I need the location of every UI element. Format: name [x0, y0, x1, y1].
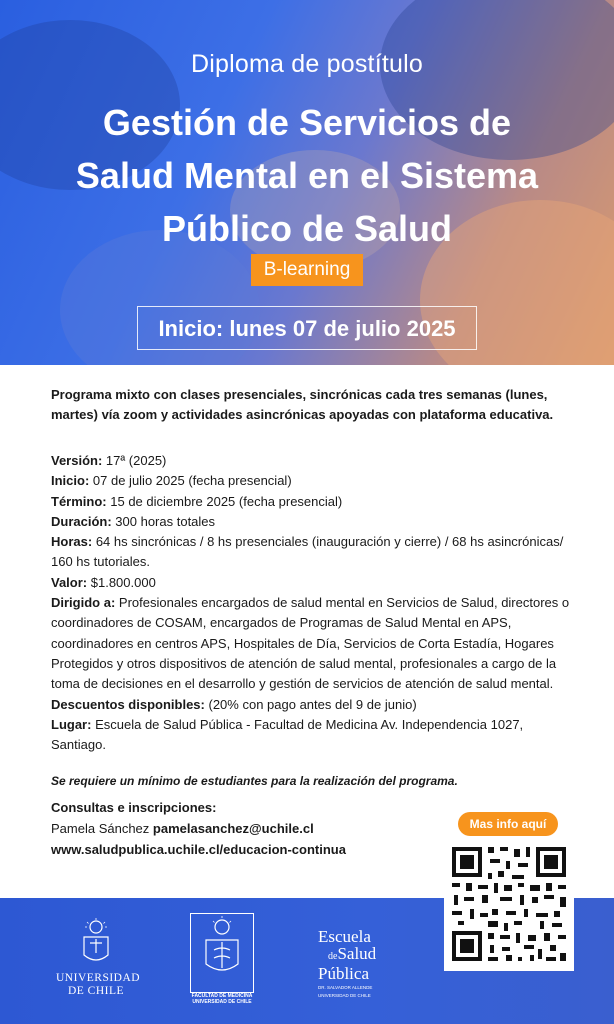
esp-subtitle-line1: DR. SALVADOR ALLENDE	[318, 985, 373, 990]
detail-item	[51, 532, 576, 573]
esp-subtitle-line2: UNIVERSIDAD DE CHILE	[318, 993, 371, 998]
program-details	[51, 451, 576, 755]
program-title: Gestión de Servicios de Salud Mental en el Sistema Público de Salud	[75, 102, 539, 249]
qr-code-icon[interactable]	[444, 833, 574, 971]
detail-value: 300 horas totales	[115, 513, 216, 529]
detail-label: Término:	[51, 493, 107, 509]
detail-label: Horas:	[51, 534, 93, 550]
detail-item	[51, 451, 576, 471]
esp-word-salud: Salud	[337, 944, 377, 963]
contact-heading: Consultas e inscripciones:	[51, 800, 217, 815]
detail-label: Dirigido a:	[51, 595, 116, 611]
more-info-badge[interactable]: Mas info aquí	[458, 812, 558, 836]
detail-value: 15 de diciembre 2025 (fecha presencial)	[110, 493, 343, 509]
hero-banner	[0, 0, 614, 365]
detail-item	[51, 593, 576, 694]
modality-badge: B-learning	[251, 254, 363, 286]
detail-value: $1.800.000	[90, 574, 156, 590]
detail-label: Lugar:	[51, 716, 92, 732]
uchile-logo	[56, 917, 141, 998]
detail-label: Valor:	[51, 574, 88, 590]
esp-word-de: de	[328, 951, 338, 962]
program-info	[51, 385, 576, 790]
detail-item	[51, 492, 576, 512]
minimum-students-note: Se requiere un mínimo de estudiantes para la realización del programa.	[51, 774, 458, 789]
detail-label: Inicio:	[51, 473, 90, 489]
detail-item	[51, 471, 576, 491]
detail-label: Duración:	[51, 513, 112, 529]
program-description: Programa mixto con clases presenciales, sincrónicas cada tres semanas (lunes, martes) vía zoom y actividades asincrónicas apoyadas con plataforma educativa.	[51, 387, 554, 422]
detail-item	[51, 512, 576, 532]
detail-value: 64 hs sincrónicas / 8 hs presenciales (inauguración y cierre) / 68 hs asincrónicas/ 160 hs tutoriales.	[51, 534, 564, 570]
detail-item	[51, 695, 576, 715]
detail-value: Escuela de Salud Pública - Facultad de Medicina Av. Independencia 1027, Santiago.	[51, 716, 524, 753]
detail-label: Versión:	[51, 453, 103, 468]
medicina-logo	[188, 913, 256, 1005]
esp-word-escuela: Escuela	[318, 927, 371, 946]
esp-logo	[318, 928, 384, 998]
esp-word-publica: Pública	[318, 964, 369, 983]
uchile-name-line1: UNIVERSIDAD	[56, 972, 141, 984]
contact-email-link[interactable]: pamelasanchez@uchile.cl	[152, 821, 314, 836]
website-link[interactable]: www.saludpublica.uchile.cl/educacion-continua	[51, 842, 346, 857]
start-date-box: Inicio: lunes 07 de julio 2025	[137, 306, 477, 350]
contact-name: Pamela Sánchez	[51, 821, 150, 836]
medicina-name-line2: UNIVERSIDAD DE CHILE	[192, 999, 252, 1005]
detail-value: Profesionales encargados de salud mental en Servicios de Salud, directores o coordinadores de COSAM, encargados de Programas de Salud Mental en APS, coordinadores en centros APS, Hospitales de Día, Servicios de Corta Estadía, Hogares Protegidos y otros dispositivos de atención de salud mental, profesionales a cargo de la toma de decisiones en el desarrollo y gestión de servicios de atención de salud mental.	[51, 595, 570, 692]
qr-code[interactable]	[444, 833, 574, 971]
uchile-crest-icon	[76, 917, 116, 967]
detail-item	[51, 573, 576, 593]
detail-label: Descuentos disponibles:	[51, 696, 205, 712]
contact-block	[51, 797, 411, 860]
detail-item	[51, 715, 576, 756]
medicina-crest-icon	[192, 914, 252, 990]
medicina-crest-frame	[190, 913, 254, 993]
detail-value: (20% con pago antes del 9 de junio)	[208, 696, 417, 712]
uchile-name-line2: DE CHILE	[67, 985, 125, 997]
detail-value: 17ª (2025)	[105, 453, 167, 468]
program-type: Diploma de postítulo	[191, 50, 423, 78]
medicina-name-line1: FACULTAD DE MEDICINA	[191, 993, 253, 999]
detail-value: 07 de julio 2025 (fecha presencial)	[92, 473, 292, 489]
